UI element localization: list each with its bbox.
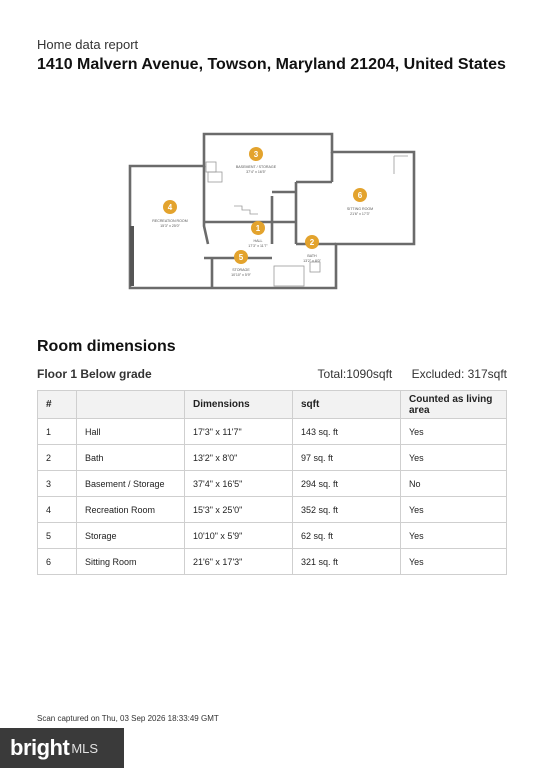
table-row — [38, 497, 507, 523]
table-row — [38, 445, 507, 471]
room-marker-5 — [234, 250, 248, 264]
room-name: Recreation Room — [77, 497, 185, 523]
svg-text:6: 6 — [357, 191, 363, 200]
room-dimensions: 21'6" x 17'3" — [185, 549, 293, 575]
column-header-living-area: Counted as living area — [401, 391, 507, 419]
column-header-room — [77, 391, 185, 419]
room-label-4: RECREATION ROOM — [152, 219, 188, 223]
svg-text:2: 2 — [309, 238, 315, 247]
total-area: Total:1090sqft — [317, 367, 393, 381]
floor-name: Floor 1 Below grade — [37, 367, 152, 381]
room-name: Bath — [77, 445, 185, 471]
table-row — [38, 419, 507, 445]
room-sqft: 62 sq. ft — [293, 523, 401, 549]
excluded-area: Excluded: 317sqft — [411, 367, 507, 381]
row-number: 5 — [38, 523, 77, 549]
room-living-area: Yes — [401, 523, 507, 549]
scan-timestamp: Scan captured on Thu, 03 Sep 2026 18:33:49 GMT — [37, 714, 219, 723]
room-sqft: 352 sq. ft — [293, 497, 401, 523]
room-living-area: Yes — [401, 419, 507, 445]
table-row — [38, 471, 507, 497]
room-dims-5: 10'10" x 5'9" — [231, 273, 251, 277]
room-marker-1 — [251, 221, 265, 235]
logo-suffix-text: MLS — [71, 740, 99, 756]
room-living-area: Yes — [401, 497, 507, 523]
svg-text:3: 3 — [253, 150, 259, 159]
table-row — [38, 523, 507, 549]
room-sqft: 321 sq. ft — [293, 549, 401, 575]
floor-plan — [124, 126, 424, 296]
table-header-row — [38, 391, 507, 419]
table-row — [38, 549, 507, 575]
room-label-1: HALL — [253, 239, 263, 243]
room-label-5: STORAGE — [232, 268, 250, 272]
room-name: Sitting Room — [77, 549, 185, 575]
room-name: Hall — [77, 419, 185, 445]
room-label-2: BATH — [307, 254, 317, 258]
room-dims-4: 15'3" x 25'0" — [160, 224, 180, 228]
room-dims-2: 13'2" x 8'0" — [303, 259, 321, 263]
logo-main-text: bright — [10, 735, 70, 760]
room-marker-3 — [249, 147, 263, 161]
room-living-area: Yes — [401, 445, 507, 471]
room-sqft: 294 sq. ft — [293, 471, 401, 497]
area-totals — [318, 367, 507, 381]
svg-text:5: 5 — [238, 253, 244, 262]
room-sqft: 97 sq. ft — [293, 445, 401, 471]
room-marker-4 — [163, 200, 177, 214]
room-dimensions: 10'10" x 5'9" — [185, 523, 293, 549]
room-dimensions: 15'3" x 25'0" — [185, 497, 293, 523]
room-dimensions: 37'4" x 16'5" — [185, 471, 293, 497]
row-number: 2 — [38, 445, 77, 471]
room-dimensions: 13'2" x 8'0" — [185, 445, 293, 471]
room-living-area: No — [401, 471, 507, 497]
report-label: Home data report — [37, 37, 139, 52]
column-header-number: # — [38, 391, 77, 419]
room-living-area: Yes — [401, 549, 507, 575]
bright-mls-logo — [0, 728, 124, 768]
row-number: 3 — [38, 471, 77, 497]
room-label-3: BASEMENT / STORAGE — [235, 165, 277, 169]
row-number: 1 — [38, 419, 77, 445]
property-address: 1410 Malvern Avenue, Towson, Maryland 21204, United States — [37, 56, 506, 73]
room-sqft: 143 sq. ft — [293, 419, 401, 445]
room-marker-6 — [353, 188, 367, 202]
section-title: Room dimensions — [37, 338, 176, 355]
svg-text:4: 4 — [167, 203, 173, 212]
room-dims-1: 17'3" x 11'7" — [248, 244, 268, 248]
room-name: Storage — [77, 523, 185, 549]
room-dimensions: 17'3" x 11'7" — [185, 419, 293, 445]
room-marker-2 — [305, 235, 319, 249]
row-number: 4 — [38, 497, 77, 523]
room-dims-3: 37'4" x 16'5" — [246, 170, 266, 174]
room-name: Basement / Storage — [77, 471, 185, 497]
row-number: 6 — [38, 549, 77, 575]
column-header-dimensions: Dimensions — [185, 391, 293, 419]
room-dimensions-table — [37, 390, 507, 575]
column-header-sqft: sqft — [293, 391, 401, 419]
floor-plan-walls — [204, 152, 336, 288]
room-dims-6: 21'6" x 17'3" — [350, 212, 370, 216]
room-label-6: SITTING ROOM — [346, 207, 374, 211]
svg-text:1: 1 — [255, 224, 261, 233]
